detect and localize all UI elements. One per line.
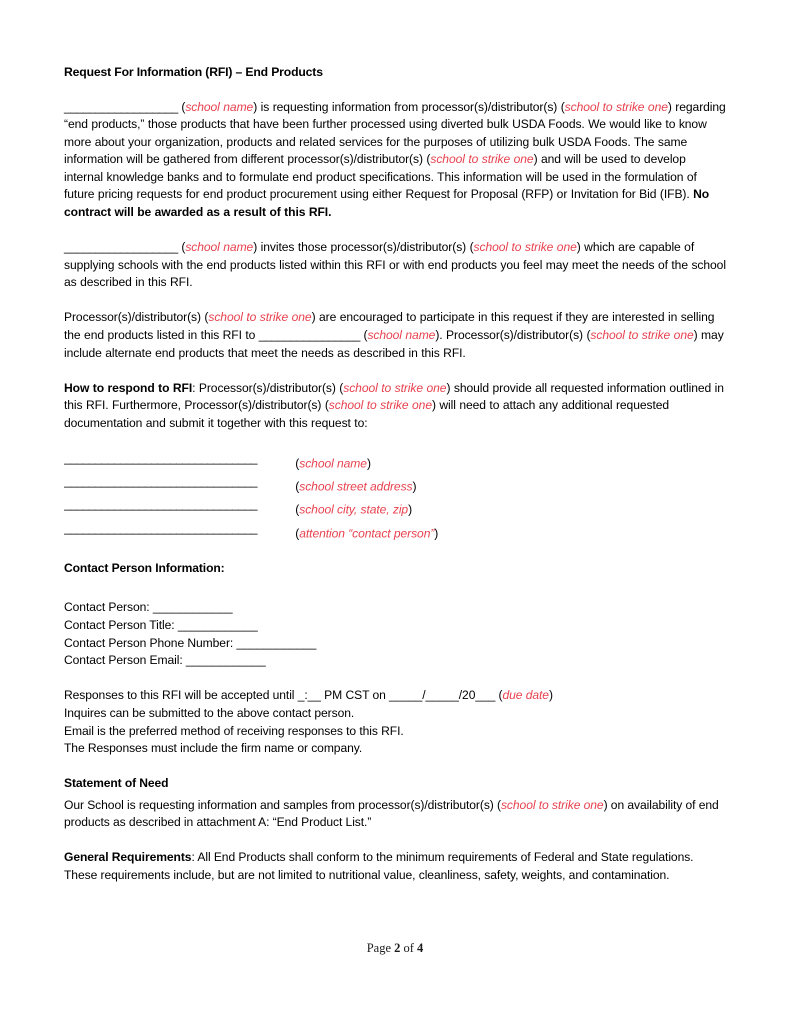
general-requirements-block	[64, 849, 726, 884]
need-seg1: Our School is requesting information and samples from processor(s)/distributor(s) (	[64, 797, 501, 812]
address-open-paren: (	[292, 456, 300, 471]
deadline-open-paren: (	[495, 688, 503, 703]
placeholder-strike-one-5: school to strike one	[590, 328, 694, 343]
contact-field-person	[64, 599, 726, 617]
address-rule: _______________________________	[64, 497, 258, 512]
contact-field-phone	[64, 635, 726, 653]
contact-field-rule: ____________	[152, 600, 233, 615]
placeholder-school-name-1: school name	[185, 99, 254, 114]
p4-seg2: ) should provide all requested information outlined in this RFI. Furthermore, Processor(s)/distributor(s) (	[64, 380, 724, 413]
statement-of-need-text	[64, 797, 726, 832]
contact-field-email	[64, 652, 726, 670]
response-line-email-preferred: Email is the preferred method of receiving responses to this RFI.	[64, 723, 404, 738]
contact-person-information-heading: Contact Person Information:	[64, 561, 225, 576]
placeholder-school-name-3: school name	[367, 328, 436, 343]
need-seg2: ) on availability of end products as described in attachment A: “End Product List.”	[64, 797, 719, 830]
paragraph-invitation	[64, 239, 726, 292]
p3-seg1: Processor(s)/distributor(s) (	[64, 310, 209, 325]
how-to-respond-label: How to respond to RFI	[64, 380, 193, 395]
placeholder-strike-one-6: school to strike one	[343, 380, 447, 395]
placeholder-strike-one-4: school to strike one	[208, 310, 312, 325]
contact-field-label: Contact Person Phone Number:	[64, 635, 237, 650]
paragraph-participation	[64, 309, 726, 362]
contact-field-label: Contact Person Email:	[64, 653, 186, 668]
footer-page-middle: of	[400, 941, 418, 955]
page-title: Request For Information (RFI) – End Products	[64, 65, 323, 79]
mailing-address-block	[64, 450, 726, 543]
placeholder-strike-one-3: school to strike one	[473, 240, 577, 255]
response-deadline-line	[64, 687, 726, 705]
footer-total-pages: 4	[417, 941, 424, 955]
p3-seg5: ) may include alternate end products that meet the needs as described in this RFI.	[64, 328, 724, 360]
contact-field-rule: ____________	[185, 653, 266, 668]
p4-seg1: : Processor(s)/distributor(s) (	[192, 380, 344, 395]
deadline-date-blank: _____/_____/20___	[389, 688, 496, 703]
response-line-inquiries: Inquires can be submitted to the above contact person.	[64, 705, 355, 720]
statement-of-need-heading: Statement of Need	[64, 776, 169, 791]
paragraph-how-to-respond	[64, 380, 726, 433]
no-contract-notice: No contract will be awarded as a result of this RFI.	[64, 187, 710, 220]
address-line	[64, 450, 726, 473]
blank-spacer	[64, 582, 726, 600]
contact-field-title	[64, 617, 726, 635]
placeholder-attention-contact: attention “contact person”	[299, 526, 435, 541]
placeholder-strike-one-1: school to strike one	[564, 99, 668, 114]
deadline-close-paren: )	[548, 688, 553, 703]
address-rule: _______________________________	[64, 520, 258, 535]
address-open-paren: (	[292, 479, 300, 494]
footer-page-prefix: Page	[366, 941, 395, 955]
address-line	[64, 496, 726, 519]
address-line	[64, 520, 726, 543]
p2-seg3: ) which are capable of supplying schools with the end products listed within this RFI or with end products you feel may meet the needs of the school as described in this RFI.	[64, 240, 726, 290]
contact-fields-block	[64, 582, 726, 670]
p3-seg2: ) are encouraged to participate in this request if they are interested in selling the end products listed in this RFI to	[64, 310, 715, 343]
footer-current-page: 2	[394, 941, 401, 955]
p3-seg4: ). Processor(s)/distributor(s) (	[435, 328, 591, 343]
school-name-blank-2: __________________	[64, 240, 178, 255]
contact-field-label: Contact Person Title:	[64, 618, 178, 633]
document-body	[64, 64, 726, 885]
p1-seg2: ) is requesting information from processor(s)/distributor(s) (	[253, 99, 565, 114]
p1-seg3: ) regarding “end products,” those products that have been further processed using diverted bulk USDA Foods. We would like to know more about your organization, products and related services for the purposes of utilizing bulk USDA Foods. The same information will be gathered from different processor(s)/distributor(s) (	[64, 99, 726, 167]
p4-seg3: ) will need to attach any additional requested documentation and submit it together with this request to:	[64, 398, 670, 430]
p1-seg1: (	[177, 99, 186, 114]
response-instructions-block	[64, 687, 726, 757]
page-footer	[0, 941, 790, 956]
placeholder-school-name-2: school name	[185, 240, 254, 255]
placeholder-strike-one-8: school to strike one	[500, 797, 604, 812]
statement-of-need-block	[64, 775, 726, 832]
deadline-prefix: Responses to this RFI will be accepted until	[64, 688, 298, 703]
deadline-mid: PM CST on	[320, 688, 390, 703]
placeholder-due-date: due date	[502, 688, 549, 703]
paragraph-intro	[64, 99, 726, 222]
p1-seg4: ) and will be used to develop internal knowledge banks and to formulate end product specifications. This information will be used in the formulation of future pricing requests for end product procurement using either Request for Proposal (RFP) or Invitation for Bid (IFB).	[64, 152, 697, 202]
address-line	[64, 473, 726, 496]
address-rule: _______________________________	[64, 474, 258, 489]
school-name-blank-3: ________________	[258, 328, 360, 343]
placeholder-school-name-addr: school name	[299, 456, 367, 471]
placeholder-city-state-zip: school city, state, zip	[299, 502, 409, 517]
school-name-blank-1: __________________	[64, 99, 178, 114]
placeholder-strike-one-7: school to strike one	[328, 398, 432, 413]
p2-seg2: ) invites those processor(s)/distributor(s) (	[253, 240, 474, 255]
address-close-paren: )	[434, 526, 439, 541]
general-requirements-text: : All End Products shall conform to the minimum requirements of Federal and State regulations. These requirements include, but are not limited to nutritional value, cleanliness, safety, weights, and contamination.	[64, 850, 694, 883]
general-requirements-label: General Requirements	[64, 850, 192, 865]
address-close-paren: )	[366, 456, 371, 471]
address-rule: _______________________________	[64, 451, 258, 465]
response-line-firm-name: The Responses must include the firm name or company.	[64, 741, 363, 756]
p2-seg1: (	[177, 240, 186, 255]
placeholder-strike-one-2: school to strike one	[430, 152, 534, 167]
address-close-paren: )	[412, 479, 417, 494]
deadline-time-blank: _:__	[297, 688, 321, 703]
address-close-paren: )	[408, 502, 413, 517]
placeholder-street-address: school street address	[299, 479, 413, 494]
contact-field-rule: ____________	[236, 635, 317, 650]
p3-seg3: (	[360, 328, 368, 343]
address-open-paren: (	[292, 502, 300, 517]
contact-field-rule: ____________	[177, 618, 258, 633]
address-open-paren: (	[292, 526, 300, 541]
contact-field-label: Contact Person:	[64, 600, 153, 615]
